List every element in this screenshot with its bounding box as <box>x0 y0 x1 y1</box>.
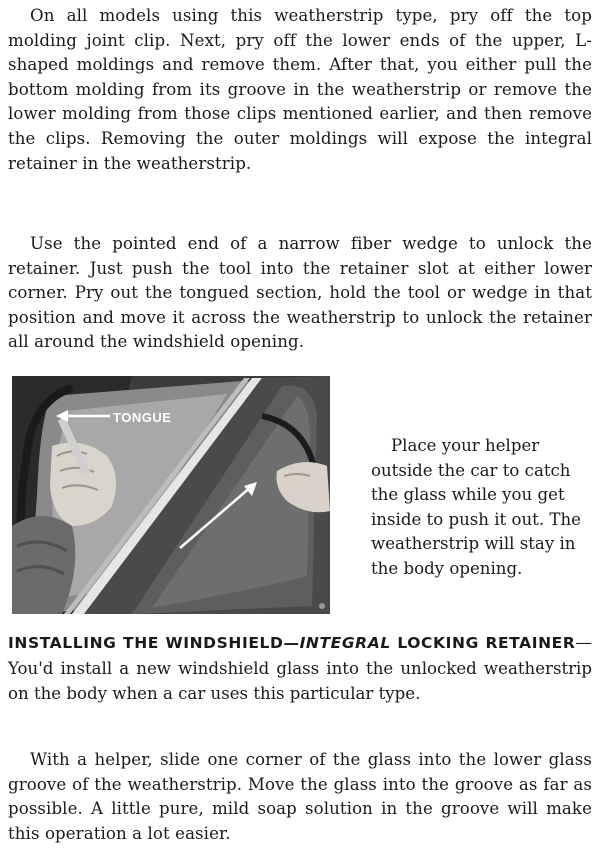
section-intro-text: —You'd install a new windshield glass into the unlocked weatherstrip on the body when a car uses this particular type. <box>8 633 592 703</box>
section-heading-italic: INTEGRAL <box>299 634 391 652</box>
section-heading-part2: LOCKING RETAINER <box>390 634 576 652</box>
paragraph-unlock-retainer: Use the pointed end of a narrow fiber wedge to unlock the retainer. Just push the tool into the retainer slot at either lower corner. Pry out the tongued section, hold the tool or wedge in that position and move it across the weatherstrip to unlock the retainer all around the windshield opening. <box>8 234 592 352</box>
figure-caption: Place your helper outside the car to catch the glass while you get inside to push it out. The weatherstrip will stay in the body opening. <box>371 436 581 578</box>
section-heading <box>8 634 575 652</box>
windshield-photo <box>12 376 330 614</box>
paragraph-remove-moldings: On all models using this weatherstrip type, pry off the top molding joint clip. Next, pry off the lower ends of the upper, L-shaped moldings and remove them. After that, you either pull the bottom molding from its groove in the weatherstrip or remove the lower molding from those clips mentioned earlier, and then remove the clips. Removing the outer moldings will expose the integral retainer in the weatherstrip. <box>8 6 592 173</box>
paragraph-slide-glass: With a helper, slide one corner of the glass into the lower glass groove of the weatherstrip. Move the glass into the groove as far as possible. A little pure, mild soap solution in the groove will make this operation a lot easier. <box>8 750 592 843</box>
figure-label-tongue: TONGUE <box>113 410 172 425</box>
section-heading-part1: INSTALLING THE WINDSHIELD— <box>8 634 300 652</box>
installing-section <box>8 630 592 706</box>
